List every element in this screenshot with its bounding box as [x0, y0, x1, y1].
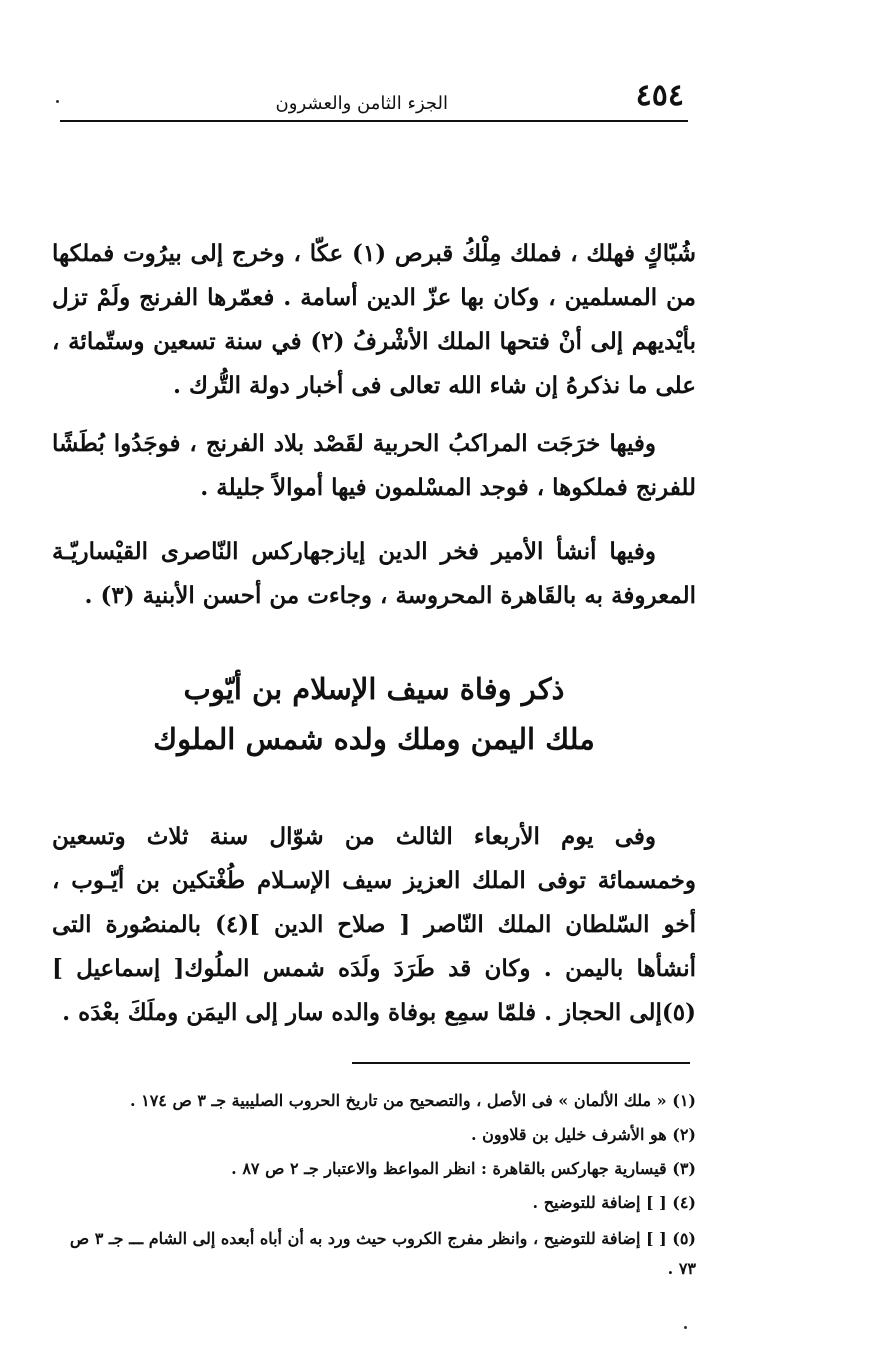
footnote-rule	[352, 1062, 690, 1064]
page-number: ٤٥٤	[635, 78, 684, 113]
paragraph-1: شُبّاكٍ فهلك ، فملك مِلْكُ قبرص (١) عكّا ، وخرج إلى بيرُوت فملكها من المسلمين ، وكان بها عزّ الدين أسامة . فعمّرها الفرنج ولَمْ تزل بأيْديهم إلى أنْ فتحها الملك الأشْرفُ (٢) في سنة تسعين وستّمائة ، على ما نذكرهُ إن شاء الله تعالى فى أخبار دولة التُّرك .	[52, 240, 696, 399]
header-rule	[60, 120, 688, 122]
running-head: الجزء الثامن والعشرون	[275, 93, 448, 114]
footnote-4: (٤) [ ] إضافة للتوضيح .	[532, 1193, 696, 1212]
footnote-3: (٣) قيسارية جهاركس بالقاهرة : انظر المواعظ والاعتبار جـ ٢ ص ٨٧ .	[231, 1159, 696, 1178]
section-title-line-1: ذكر وفاة سيف الإسلام بن أيّوب	[183, 672, 565, 706]
footnote-2: (٢) هو الأشرف خليل بن قلاوون .	[471, 1125, 696, 1144]
paragraph-3: وفيها أنشأ الأمير فخر الدين إيازجهاركس النّاصرى القيْساريّـة المعروفة به بالقَاهرة المحروسة ، وجاءت من أحسن الأبنية (٣) .	[52, 538, 696, 609]
speck-mark	[684, 1326, 687, 1329]
footnotes-list	[60, 1084, 696, 1284]
paragraph-2: وفيها خرَجَت المراكبُ الحربية لقَصْد بلاد الفرنج ، فوجَدُوا بُطَشًا للفرنج فملكوها ، فوجد المسْلمون فيها أموالاً جليلة .	[52, 430, 696, 501]
speck-mark	[56, 100, 59, 103]
section-title-line-2: ملك اليمن وملك ولده شمس الملوك	[153, 722, 595, 756]
footnote-5: (٥) [ ] إضافة للتوضيح ، وانظر مفرج الكروب حيث ورد به أن أباه أبعده إلى الشام ـــ جـ ٣ ص ٧٣ .	[69, 1229, 696, 1278]
section-paragraph: وفى يوم الأربعاء الثالث من شوّال سنة ثلاث وتسعين وخمسمائة توفى الملك العزيز سيف الإسـلام طُغْتكين بن أيّـوب ، أخو السّلطان الملك النّاصر [ صلاح الدين ](٤) بالمنصُورة التى أنشأها باليمن . وكان قد طَرَدَ ولَدَه شمس الملُوك[ إسماعيل ](٥)إلى الحجاز . فلمّا سمِع بوفاة والده سار إلى اليمَن وملَكَ بعْدَه .	[52, 823, 696, 1026]
page-header	[60, 78, 688, 122]
footnote-1: (١) « ملك الألمان » فى الأصل ، والتصحيح من تاريخ الحروب الصليبية جـ ٣ ص ١٧٤ .	[129, 1091, 696, 1110]
